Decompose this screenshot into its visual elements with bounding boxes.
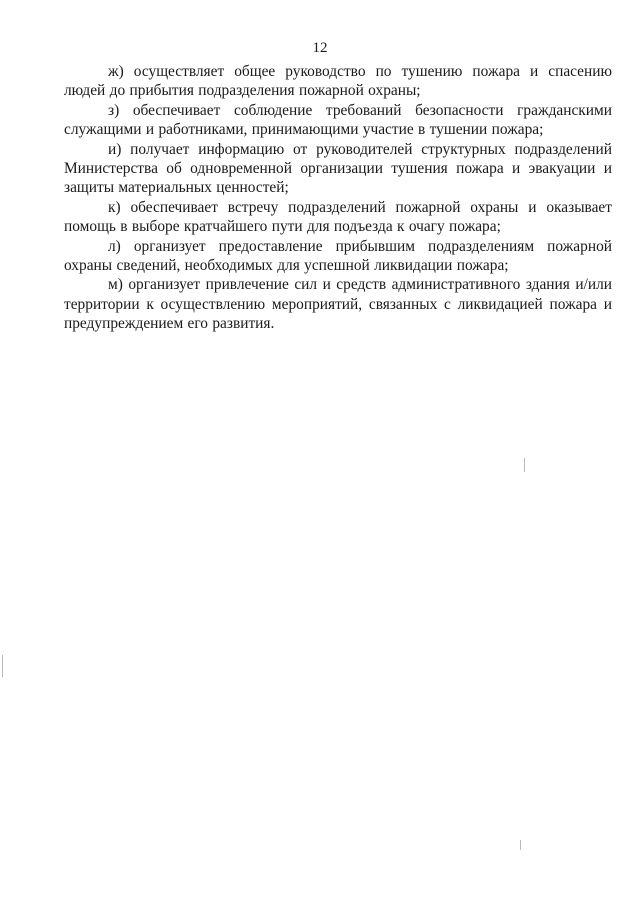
list-item-z: з) обеспечивает соблюдение требований безопасности гражданскими служащими и работниками, принимающими участие в тушении пожара; bbox=[64, 101, 612, 139]
list-item-i: и) получает информацию от руководителей структурных подразделений Министерства об одновременной организации тушения пожара и эвакуации и защиты материальных ценностей; bbox=[64, 140, 612, 197]
list-item-l: л) организует предоставление прибывшим подразделениям пожарной охраны сведений, необходимых для успешной ликвидации пожара; bbox=[64, 237, 612, 275]
list-item-m: м) организует привлечение сил и средств административного здания и/или территории к осуществлению мероприятий, связанных с ликвидацией пожара и предупреждением его развития. bbox=[64, 276, 612, 333]
list-item-zh: ж) осуществляет общее руководство по тушению пожара и спасению людей до прибытия подразделения пожарной охраны; bbox=[64, 63, 612, 100]
document-body bbox=[64, 62, 612, 334]
list-item-k: к) обеспечивает встречу подразделений пожарной охраны и оказывает помощь в выборе кратчайшего пути для подъезда к очагу пожара; bbox=[64, 198, 612, 236]
scan-artifact-right-1 bbox=[524, 458, 525, 472]
scan-artifact-left-edge bbox=[2, 655, 3, 677]
scan-artifact-right-2 bbox=[520, 840, 521, 850]
page-number: 12 bbox=[312, 40, 328, 56]
